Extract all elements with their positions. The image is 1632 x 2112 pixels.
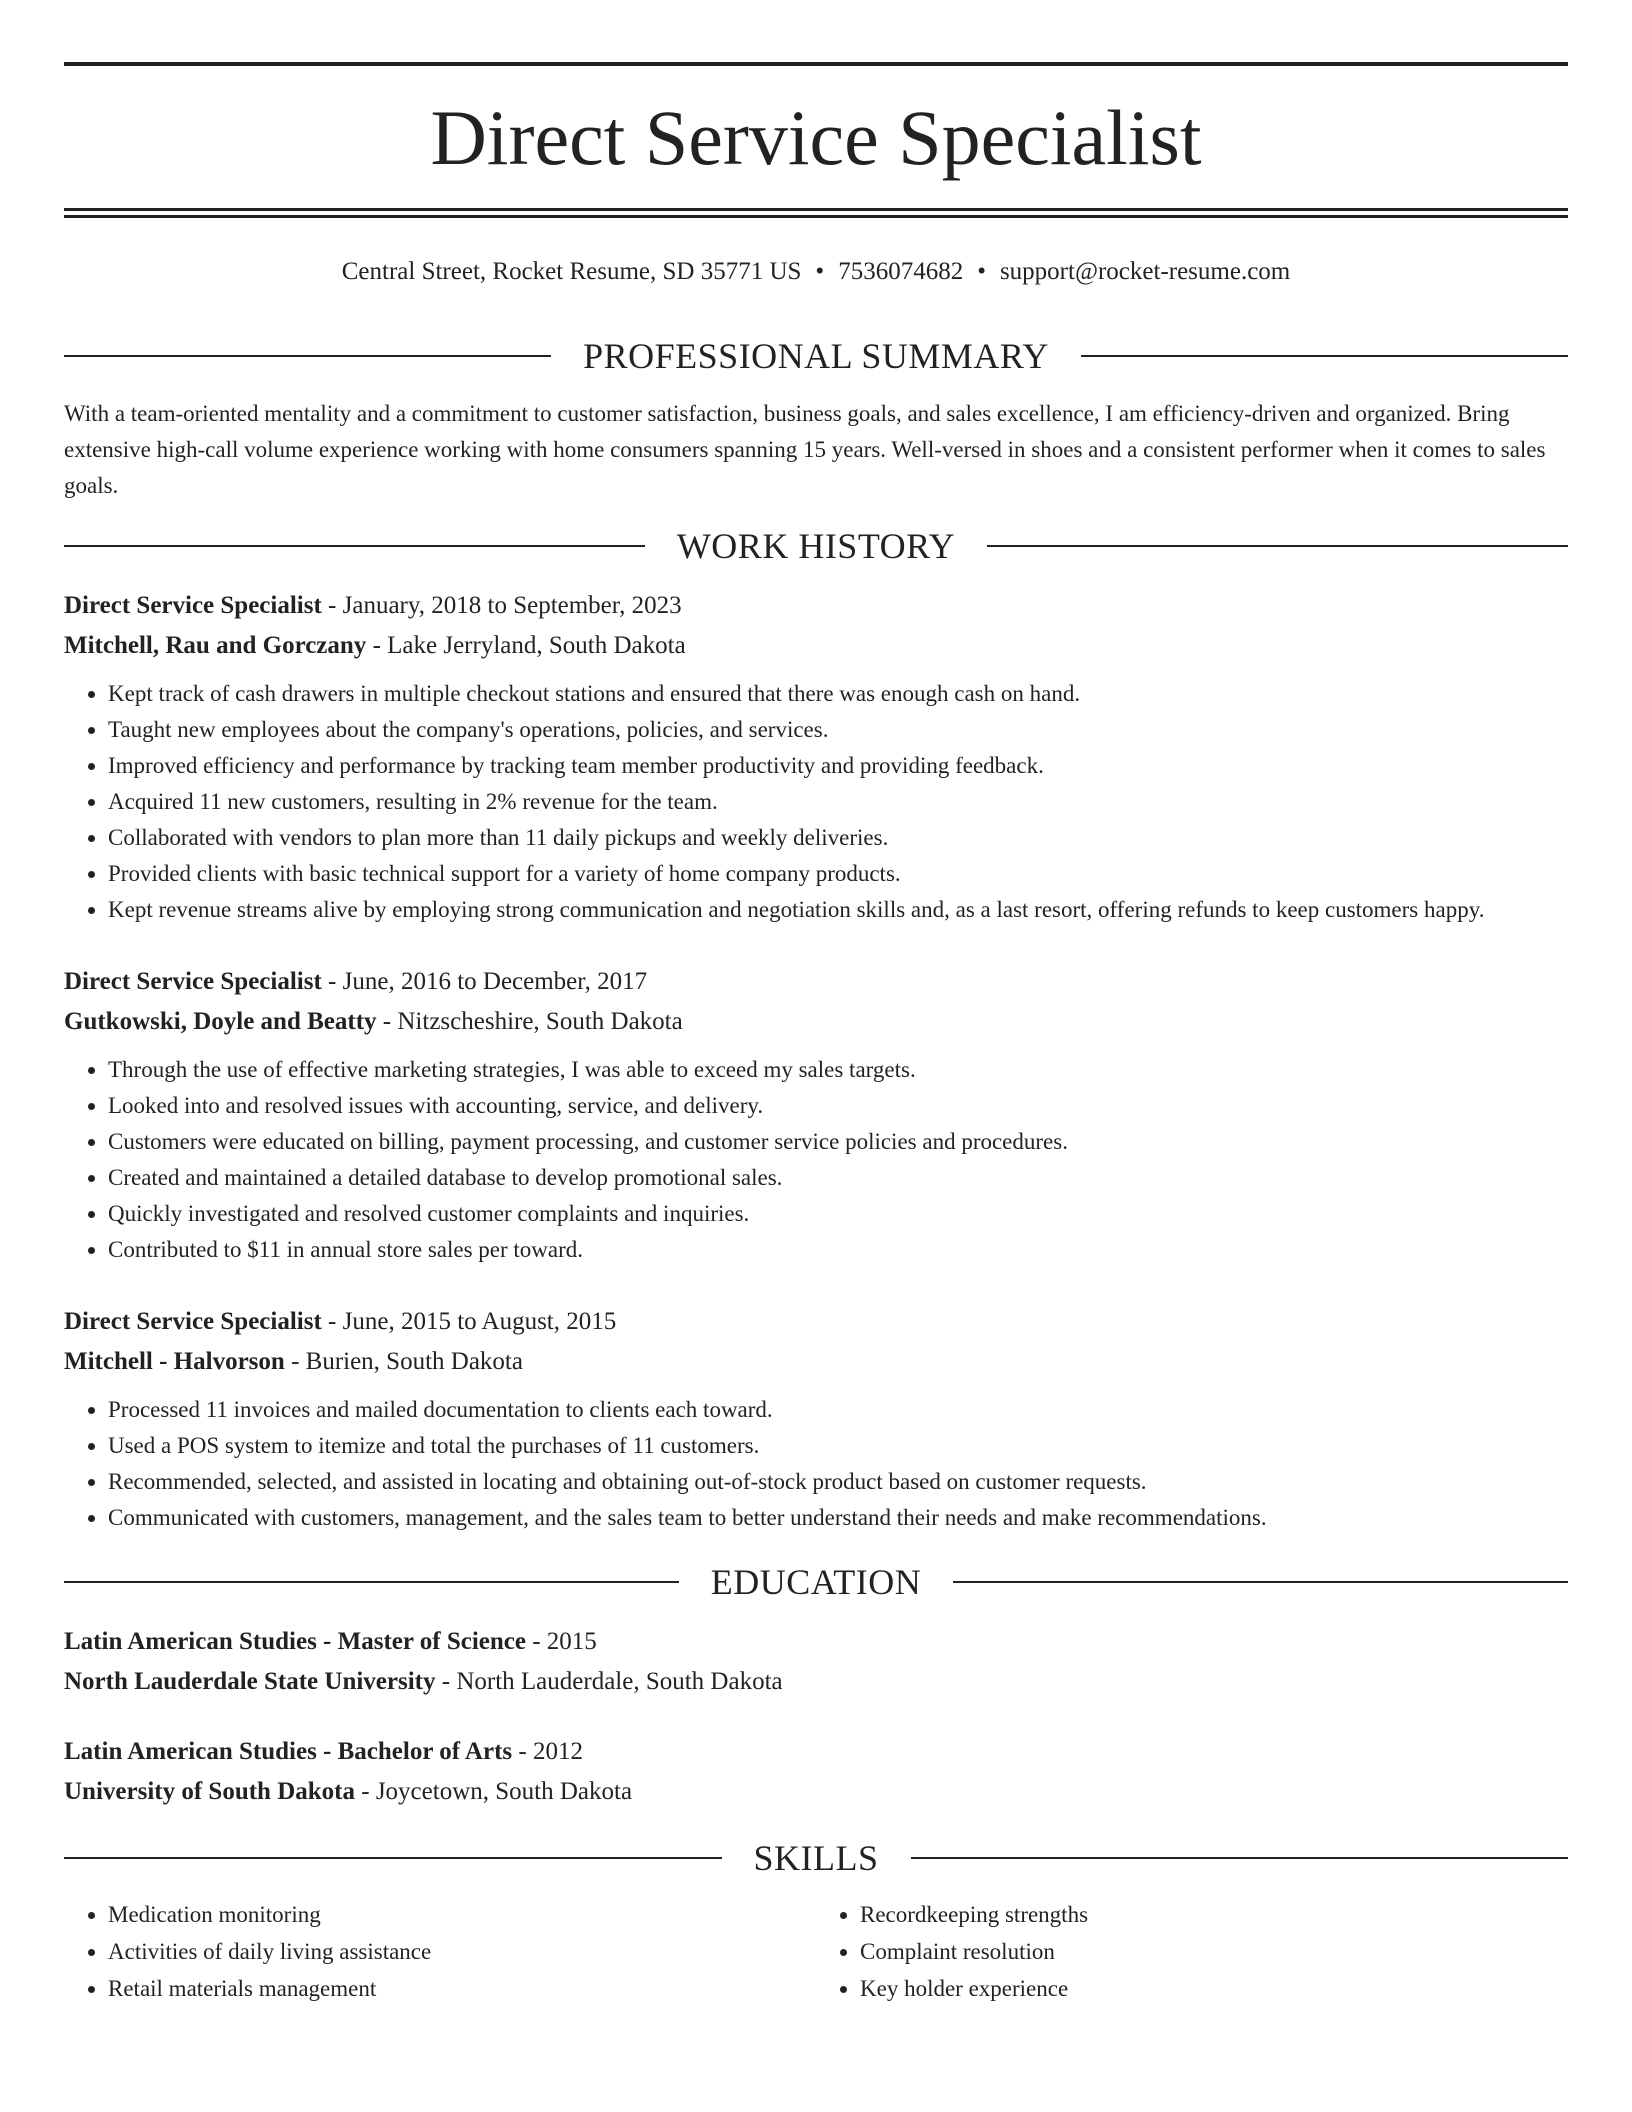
education-year: - 2015 [525, 1628, 597, 1655]
job-entry [64, 962, 1568, 1268]
section-rule [987, 545, 1568, 547]
job-bullets [64, 1392, 1568, 1536]
contact-address: Central Street, Rocket Resume, SD 35771 US [341, 258, 802, 285]
job-bullets [64, 1052, 1568, 1268]
header-top-rule [64, 62, 1568, 66]
job-company: Mitchell, Rau and Gorczany [64, 632, 367, 659]
education-location: - North Lauderdale, South Dakota [435, 1668, 783, 1695]
section-rule [953, 1581, 1568, 1583]
education-school: North Lauderdale State University [64, 1668, 436, 1695]
job-bullet: • Customers were educated on billing, payment processing, and customer service policies and procedures. [108, 1124, 1568, 1160]
job-bullet: • Used a POS system to itemize and total the purchases of 11 customers. [108, 1428, 1568, 1464]
job-dates: - June, 2015 to August, 2015 [321, 1308, 617, 1335]
header-bottom-rule [64, 208, 1568, 218]
education-school-line [64, 1772, 1568, 1812]
job-bullet: • Improved efficiency and performance by tracking team member productivity and providing feedback. [108, 748, 1568, 784]
job-bullet: • Through the use of effective marketing strategies, I was able to exceed my sales targets. [108, 1052, 1568, 1088]
education-degree: Latin American Studies - Master of Science [64, 1628, 526, 1655]
job-bullet: • Quickly investigated and resolved customer complaints and inquiries. [108, 1196, 1568, 1232]
job-title-line [64, 962, 1568, 1002]
education-degree-line [64, 1622, 1568, 1662]
job-company: Mitchell - Halvorson [64, 1348, 285, 1375]
job-bullet: • Provided clients with basic technical support for a variety of home company products. [108, 856, 1568, 892]
job-dates: - June, 2016 to December, 2017 [321, 968, 648, 995]
job-bullet: • Looked into and resolved issues with accounting, service, and delivery. [108, 1088, 1568, 1124]
education-degree-line [64, 1732, 1568, 1772]
job-role: Direct Service Specialist [64, 592, 322, 619]
skills-column-right [816, 1896, 1568, 2007]
job-location: - Lake Jerryland, South Dakota [366, 632, 686, 659]
section-header-work-history [64, 518, 1568, 574]
education-school: University of South Dakota [64, 1778, 355, 1805]
job-location: - Burien, South Dakota [284, 1348, 523, 1375]
section-header-summary [64, 328, 1568, 384]
job-bullet: • Kept revenue streams alive by employing strong communication and negotiation skills and, as a last resort, offering refunds to keep customers happy. [108, 892, 1568, 928]
section-rule [911, 1857, 1569, 1859]
section-rule [64, 545, 645, 547]
education-degree: Latin American Studies - Bachelor of Arts [64, 1738, 513, 1765]
section-title: EDUCATION [710, 1562, 922, 1602]
skill-item: • Medication monitoring [108, 1896, 816, 1933]
education-entry [64, 1622, 1568, 1702]
job-bullet: • Acquired 11 new customers, resulting in 2% revenue for the team. [108, 784, 1568, 820]
resume-body [64, 328, 1568, 2007]
job-title-line [64, 586, 1568, 626]
skill-item: • Complaint resolution [860, 1933, 1568, 1970]
education-list [64, 1622, 1568, 1812]
contact-separator: • [815, 258, 825, 285]
skill-item: • Key holder experience [860, 1970, 1568, 2007]
contact-line [64, 252, 1568, 292]
section-title: PROFESSIONAL SUMMARY [583, 336, 1049, 376]
contact-email: support@rocket-resume.com [999, 258, 1291, 285]
skills-column-left [64, 1896, 816, 2007]
skill-item: • Activities of daily living assistance [108, 1933, 816, 1970]
skill-item: • Retail materials management [108, 1970, 816, 2007]
job-company-line [64, 1002, 1568, 1042]
section-rule [64, 1581, 679, 1583]
job-bullet: • Collaborated with vendors to plan more than 11 daily pickups and weekly deliveries. [108, 820, 1568, 856]
job-role: Direct Service Specialist [64, 968, 322, 995]
section-rule [1081, 355, 1568, 357]
contact-phone: 7536074682 [838, 258, 964, 285]
job-bullet: • Communicated with customers, management, and the sales team to better understand their needs and make recommendations. [108, 1500, 1568, 1536]
education-school-line [64, 1662, 1568, 1702]
job-bullet: • Recommended, selected, and assisted in locating and obtaining out-of-stock product based on customer requests. [108, 1464, 1568, 1500]
job-title-line [64, 1302, 1568, 1342]
job-location: - Nitzscheshire, South Dakota [376, 1008, 683, 1035]
section-title: SKILLS [753, 1838, 879, 1878]
work-history-list [64, 586, 1568, 1536]
section-rule [64, 1857, 722, 1859]
job-role: Direct Service Specialist [64, 1308, 322, 1335]
education-entry [64, 1732, 1568, 1812]
job-company-line [64, 626, 1568, 666]
job-bullet: • Taught new employees about the company's operations, policies, and services. [108, 712, 1568, 748]
contact-separator: • [977, 258, 986, 285]
summary-text: With a team-oriented mentality and a commitment to customer satisfaction, business goals, and sales excellence, I am efficiency-driven and organized. Bring extensive high-call volume experience working with home consumers spanning 15 years. Well-versed in shoes and a consistent performer when it comes to sales goals. [64, 401, 1546, 498]
section-header-skills [64, 1830, 1568, 1886]
skills-list [64, 1896, 1568, 2007]
resume-name: Direct Service Specialist [430, 94, 1202, 181]
job-entry [64, 1302, 1568, 1536]
section-title: WORK HISTORY [676, 526, 956, 566]
education-location: - Joycetown, South Dakota [355, 1778, 633, 1805]
job-company-line [64, 1342, 1568, 1382]
job-company: Gutkowski, Doyle and Beatty [64, 1008, 377, 1035]
job-bullet: • Created and maintained a detailed database to develop promotional sales. [108, 1160, 1568, 1196]
education-year: - 2012 [512, 1738, 583, 1765]
section-header-education [64, 1554, 1568, 1610]
job-entry [64, 586, 1568, 928]
job-bullet: • Kept track of cash drawers in multiple checkout stations and ensured that there was enough cash on hand. [108, 676, 1568, 712]
job-dates: - January, 2018 to September, 2023 [321, 592, 682, 619]
job-bullets [64, 676, 1568, 928]
job-bullet: • Contributed to $11 in annual store sales per toward. [108, 1232, 1568, 1268]
section-rule [64, 355, 551, 357]
skill-item: • Recordkeeping strengths [860, 1896, 1568, 1933]
job-bullet: • Processed 11 invoices and mailed documentation to clients each toward. [108, 1392, 1568, 1428]
